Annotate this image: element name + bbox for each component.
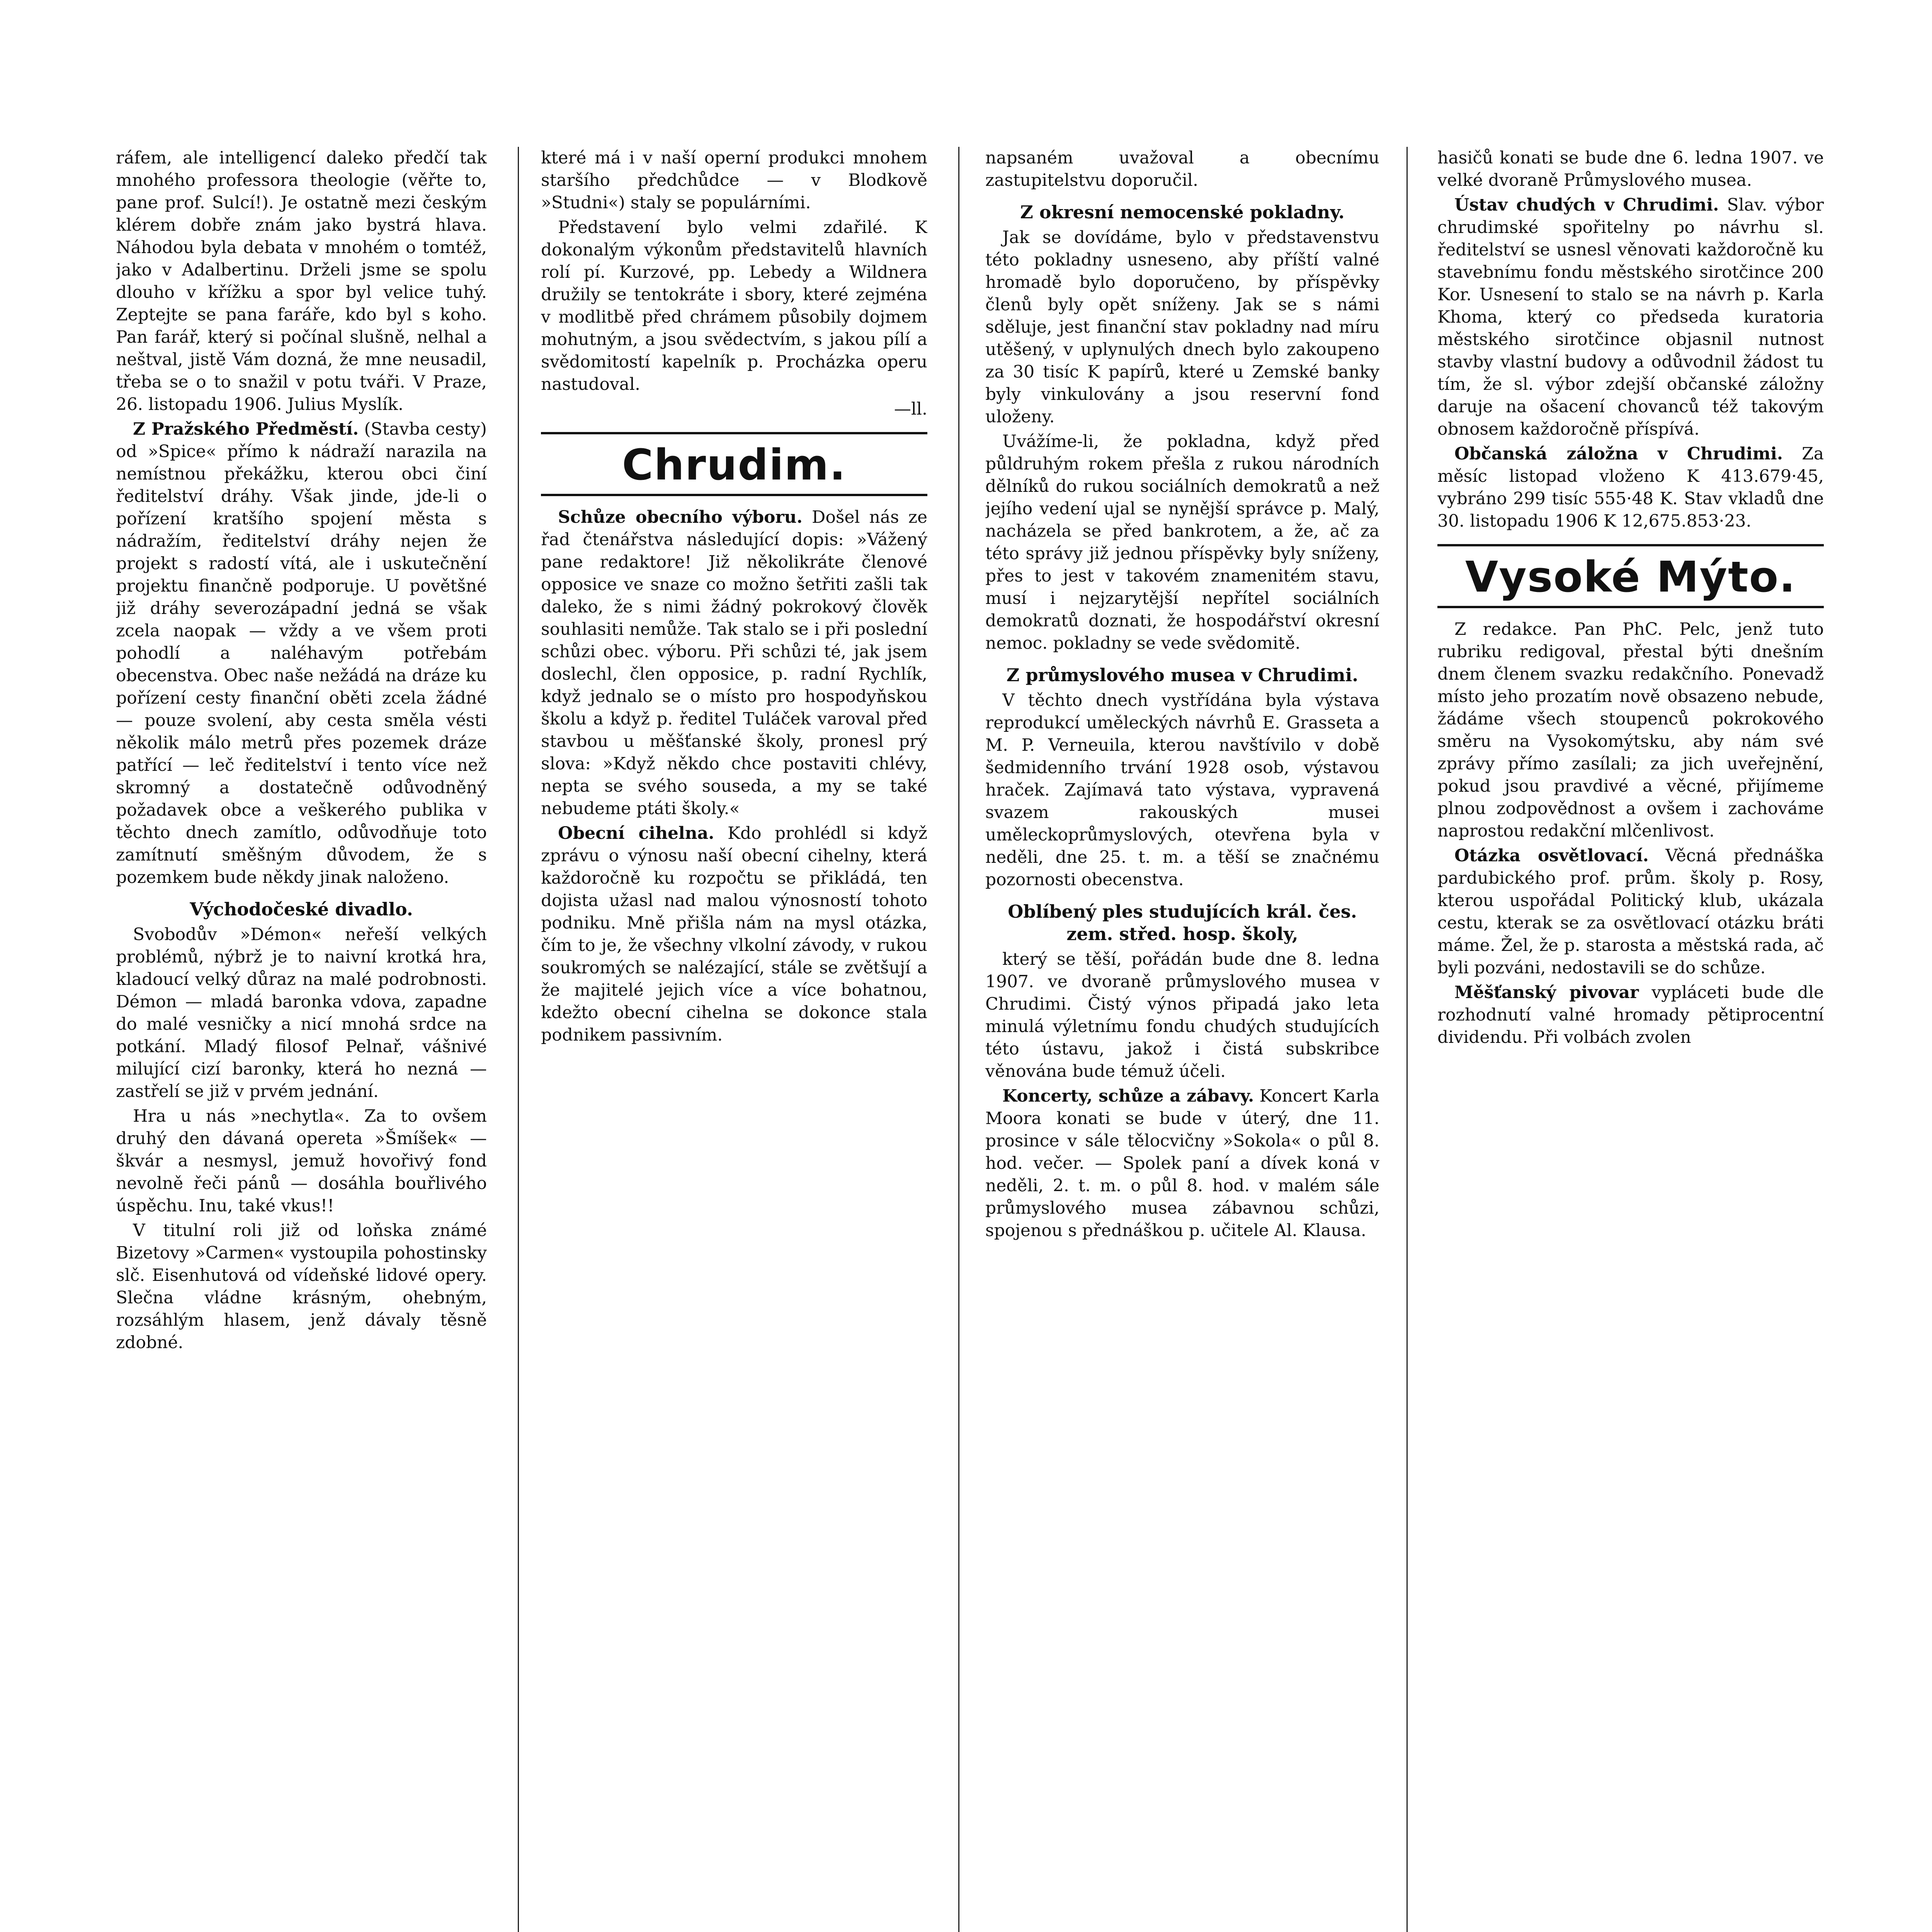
paragraph: Svobodův »Démon« neřeší velkých problémů, nýbrž je to naivní krotká hra, kladoucí velký důraz na malé podrobnosti. Démon — mladá baronka vdova, zapadne do malé vesničky a nicí mnohá srdce na potkání. Mladý filosof Pelnař, vášnivé milující cizí baronky, která ho nezná — zastřelí se již v prvém jednání. [116,925,487,1101]
item-body: Koncert Karla Moora konati se bude v úterý, dne 11. prosince v sále tělocvičny »Sokola« o půl 8. hod. večer. — Spolek paní a dívek koná v neděli, 2. t. m. o půl 8. hod. v malém sále průmyslového musea zábavnou schůzi, spojenou s přednáškou p. učitele Al. Klausa. [985,1086,1379,1240]
item-heading: Obecní cihelna. [558,823,714,843]
item-heading: Schůze obecního výboru. [558,507,803,527]
column-rule [1406,147,1408,1932]
item-body: Slav. výbor chrudimské spořitelny po návrhu sl. ředitelství se usnesl věnovati každoročně ku stavebnímu fondu městského sirotčince 200 Kor. Usnesení to stalo se na návrh p. Karla Khoma, který co předseda kuratoria městského sirotčince objasnil nutnost stavby vlastní budovy a odůvodnil žádost tu tím, že sl. výbor zdejší občanské záložny daruje na ošacení chovanců též takovým obnosem každoročně příspívá. [1437,195,1824,439]
news-item [1437,981,1824,1049]
section-masthead: Chrudim. [541,432,927,496]
news-item [985,1085,1379,1242]
newspaper-page [116,147,1824,1932]
column-1 [116,147,487,1932]
paragraph: V těchto dnech vystřídána byla výstava reprodukcí uměleckých návrhů E. Grasseta a M. P. Verneuila, kterou navštívilo v době šedmidenního trvání 1928 osob, výstavou hraček. Zajímavá tato výstava, vypravená svazem rakouských musei uměleckoprůmyslových, otevřena byla v neděli, dne 25. t. m. a těší se značnému pozornosti obecenstva. [985,690,1379,889]
section-heading: Východočeské divadlo. [190,899,413,920]
news-item [541,506,927,820]
item-body: vypláceti bude dle rozhodnutí valné hromady pětiprocentní dividendu. Při volbách zvolen [1437,983,1824,1047]
paragraph: V titulní roli již od loňska známé Bizetovy »Carmen« vystoupila pohostinsky slč. Eisenhutová od vídeňské lidové opery. Slečna vládne krásným, ohebným, rozsáhlým hlasem, jenž dávaly těsně zdobné. [116,1221,487,1352]
article-continuation: hasičů konati se bude dne 6. ledna 1907. ve velké dvoraně Průmyslového musea. [1437,148,1824,190]
column-3 [985,147,1379,1932]
signature: —ll. [894,399,927,419]
paragraph: Představení bylo velmi zdařilé. K dokonalým výkonům představitelů hlavních rolí pí. Kurzové, pp. Lebedy a Wildnera družily se tentokráte i sbory, které zejména v modlitbě před chrámem působily dojmem mohutným, a jsou svědectvím, s jakou pílí a svědomitostí kapelník p. Procházka operu nastudoval. [541,218,927,394]
paragraph: Uvážíme-li, že pokladna, když před půldruhým rokem přešla z rukou národních dělníků do rukou sociálních demokratů a než jejího vedení ujal se nynější správce p. Malý, nacházela se před bankrotem, a že, ač za této správy již jednou příspěvky byly sníženy, přes to jest v takovém znamenitém stavu, musí i nejzarytější nepřítel sociálních demokratů doznati, že hospodářství okresní nemoc. pokladny se vede svědomitě. [985,432,1379,653]
item-heading: Měšťanský pivovar [1454,983,1639,1002]
item-body: Za měsíc listopad vloženo K 413.679·45, vybráno 299 tisíc 555·48 K. Stav vkladů dne 30. listopadu 1906 K 12,675.853·23. [1437,444,1824,531]
column-rule [518,147,519,1932]
item-heading: Koncerty, schůze a zábavy. [1002,1086,1254,1106]
item-heading: Občanská záložna v Chrudimi. [1454,444,1783,464]
section-heading: Z okresní nemocenské pokladny. [1020,202,1345,223]
item-heading: Ústav chudých v Chrudimi. [1454,195,1719,215]
item-body: Došel nás ze řad čtenářstva následující dopis: »Vážený pane redaktore! Již několikráte členové opposice ve snaze co možno šetřiti zašli tak daleko, že s nimi žádný pokrokový člověk souhlasiti nemůže. Tak stalo se i při poslední schůzi obec. výboru. Při schůzi té, jak jsem doslechl, člen opposice, p. radní Rychlík, když jednalo se o místo pro hospodyňskou školu a když p. ředitel Tuláček varoval před stavbou u měšťanské školy, pronesl prý slova: »Když někdo chce postaviti chlévy, nepta se svého souseda, a my se také nebudeme ptáti školy.« [541,507,927,818]
section-masthead: Vysoké Mýto. [1437,544,1824,608]
news-item [541,822,927,1046]
section-heading: Oblíbený ples studujících král. čes. zem. střed. hosp. školy, [1008,901,1357,944]
news-item [116,418,487,889]
news-item [1437,194,1824,440]
article-continuation: ráfem, ale intelligencí daleko předčí tak mnohého professora theologie (věřte to, pane prof. Sulcí!). Je ostatně mezi českým klérem dobře znám jako bystrá hlava. Náhodou byla debata v mnohém o tomtéž, jako v Adalbertinu. Drželi jsme se spolu dlouho v křížku a spor byl velice tuhý. Zeptejte se pana faráře, kdo byl s koho. Pan farář, který si počínal slušně, nelhal a neštval, jistě Vám dozná, že mne neusadil, třeba se o to snažil v potu tváři. V Praze, 26. listopadu 1906. Julius Myslík. [116,148,487,414]
paragraph: Jak se dovídáme, bylo v představenstvu této pokladny usneseno, aby příští valné hromadě bylo doporučeno, by příspěvky členů byly opět sníženy. Jak se s námi sděluje, jest finanční stav pokladny nad míru utěšený, v uplynulých dnech bylo zakoupeno za 30 tisíc K papírů, které u Zemské banky byly vinkulovány a jsou reservní fond uloženy. [985,228,1379,427]
item-heading: Z Pražského Předměstí. [133,419,359,439]
item-body: Kdo prohlédl si když zprávu o výnosu naší obecní cihelny, která každoročně ku rozpočtu se přikládá, ten dojista užasl nad malou výnosností tohoto podniku. Mně přišla nám na mysl otázka, čím to je, že všechny vlkolní závody, v rukou soukromých se nalézající, stále se zvětšují a že majitelé jejich více a více bohatnou, kdežto obecní cihelna se dokonce stala podnikem passivním. [541,823,927,1045]
column-rule [958,147,959,1932]
article-continuation: které má i v naší operní produkci mnohem staršího předchůdce — v Blodkově »Studni«) staly se populárními. [541,148,927,213]
item-body: (Stavba cesty) od »Spice« přímo k nádraží narazila na nemístnou překážku, kterou obci činí ředitelství dráhy. Však jinde, jde-li o pořízení kratšího spojení města s nádražím, ředitelství dráhy nejen že projekt s radostí vítá, ale i uskutečnění projektu finančně podporuje. U povětšné již dráhy severozápadní jedná se však zcela naopak — vždy a ve všem proti pohodlí a naléhavým potřebám obecenstva. Obec naše nežádá na dráze ku pořízení cesty finanční oběti zcela žádné — pouze svolení, aby cesta směla vésti několik málo metrů přes pozemek dráze patřící — leč ředitelství i tento více než skromný a dostatečně odůvodněný požadavek obce a veškerého publika v těchto dnech zamítlo, odůvodňuje toto zamítnutí směšným důvodem, že s pozemkem bude někdy jinak naloženo. [116,419,487,887]
paragraph: Z redakce. Pan PhC. Pelc, jenž tuto rubriku redigoval, přestal býti dnešním dnem členem svazku redakčního. Ponevadž místo jeho prozatím nově obsazeno nebude, žádáme všech stoupenců pokrokového směru na Vysokomýtsku, aby nám své zprávy přímo zasílali; za jich uveřejnění, pokud jsou pravdivé a věcné, přijímeme plnou zodpovědnost a ovšem i zachováme naprostou redakční mlčenlivost. [1437,619,1824,841]
paragraph: Hra u nás »nechytla«. Za to ovšem druhý den dávaná opereta »Šmíšek« — škvár a nesmysl, jemuž hovořivý fond nevolně řeči pánů — dosáhla bouřlivého úspěchu. Inu, také vkus!! [116,1106,487,1216]
news-item [1437,443,1824,532]
item-heading: Otázka osvětlovací. [1454,846,1649,866]
column-2 [541,147,927,1932]
article-continuation: napsaném uvažoval a obecnímu zastupitelstvu doporučil. [985,148,1379,190]
paragraph: který se těší, pořádán bude dne 8. ledna 1907. ve dvoraně průmyslového musea v Chrudimi. Čistý výnos připadá jako leta minulá výletnímu fondu chudých studujících této ústavu, jakož i čistá subskribce věnována bude témuž účeli. [985,949,1379,1081]
column-4 [1437,147,1824,1932]
section-heading: Z průmyslového musea v Chrudimi. [1006,665,1359,685]
news-item [1437,845,1824,979]
item-body: Věcná přednáška pardubického prof. prům. školy p. Rosy, kterou uspořádal Politický klub, ukázala cestu, kterak se za osvětlovací otázku bráti máme. Žel, že p. starosta a městská rada, ač byli pozváni, nedostavili se do schůze. [1437,846,1824,978]
